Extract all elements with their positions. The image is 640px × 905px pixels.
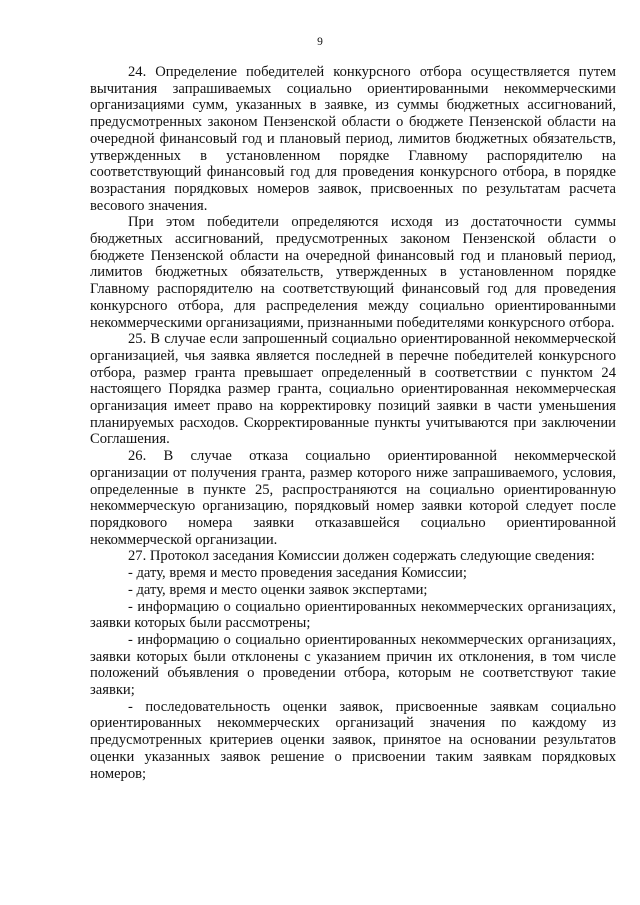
document-body [90, 64, 616, 782]
paragraph-25: 25. В случае если запрошенный социально ориентированной некоммерческой организацией, чья заявка является последней в перечне победителей конкурсного отбора, размер гранта превышает определенный в соответствии с пунктом 24 настоящего Порядка размер гранта, социально ориентированная некоммерческая организация имеет право на корректировку позиций заявки в части уменьшения планируемых расходов. Скорректированные пункты учитываются при заключении Соглашения. [90, 331, 616, 448]
list-item-rejected-organizations: - информацию о социально ориентированных некоммерческих организациях, заявки которых были отклонены с указанием причин их отклонения, в том числе положений объявления о проведении отбора, которым не соответствуют такие заявки; [90, 631, 616, 699]
paragraph-24: 24. Определение победителей конкурсного отбора осуществляется путем вычитания запрашиваемых социально ориентированными некоммерческими организациями сумм, указанных в заявке, из суммы бюджетных ассигнований, предусмотренных законом Пензенской области о бюджете Пензенской области на очередной финансовый год и плановый период, лимитов бюджетных обязательств, утвержденных в установленном порядке Главному распорядителю на соответствующий финансовый год для проведения конкурсного отбора, в порядке возрастания порядковых номеров заявок, присвоенных по результатам расчета весового значения. [90, 64, 616, 214]
list-item-meeting-date: - дату, время и место проведения заседания Комиссии; [128, 565, 467, 582]
page-number: 9 [317, 36, 323, 48]
paragraph-27: 27. Протокол заседания Комиссии должен содержать следующие сведения: [128, 548, 595, 565]
list-item-evaluation-sequence: - последовательность оценки заявок, присвоенные заявкам социально ориентированных некоммерческих организаций значения по каждому из предусмотренных критериев оценки заявок, принятое на основании результатов оценки указанных заявок решение о присвоении таким заявкам порядковых номеров; [90, 698, 616, 782]
list-item-reviewed-organizations: - информацию о социально ориентированных некоммерческих организациях, заявки которых были рассмотрены; [90, 598, 616, 632]
paragraph-winners-note: При этом победители определяются исходя из достаточности суммы бюджетных ассигнований, предусмотренных законом Пензенской области о бюджете Пензенской области на очередной финансовый год и плановый период, лимитов бюджетных обязательств, утвержденных в установленном порядке Главному распорядителю на соответствующий финансовый год для проведения конкурсного отбора, для распределения между социально ориентированными некоммерческими организациями, признанными победителями конкурсного отбора. [90, 214, 616, 331]
paragraph-26: 26. В случае отказа социально ориентированной некоммерческой организации от получения гранта, размер которого ниже запрашиваемого, условия, определенные в пункте 25, распространяются на социально ориентированную некоммерческую организацию, порядковый номер заявки которой следует после порядкового номера заявки отказавшейся социально ориентированной некоммерческой организации. [90, 448, 616, 548]
list-item-evaluation-date: - дату, время и место оценки заявок экспертами; [128, 581, 428, 598]
